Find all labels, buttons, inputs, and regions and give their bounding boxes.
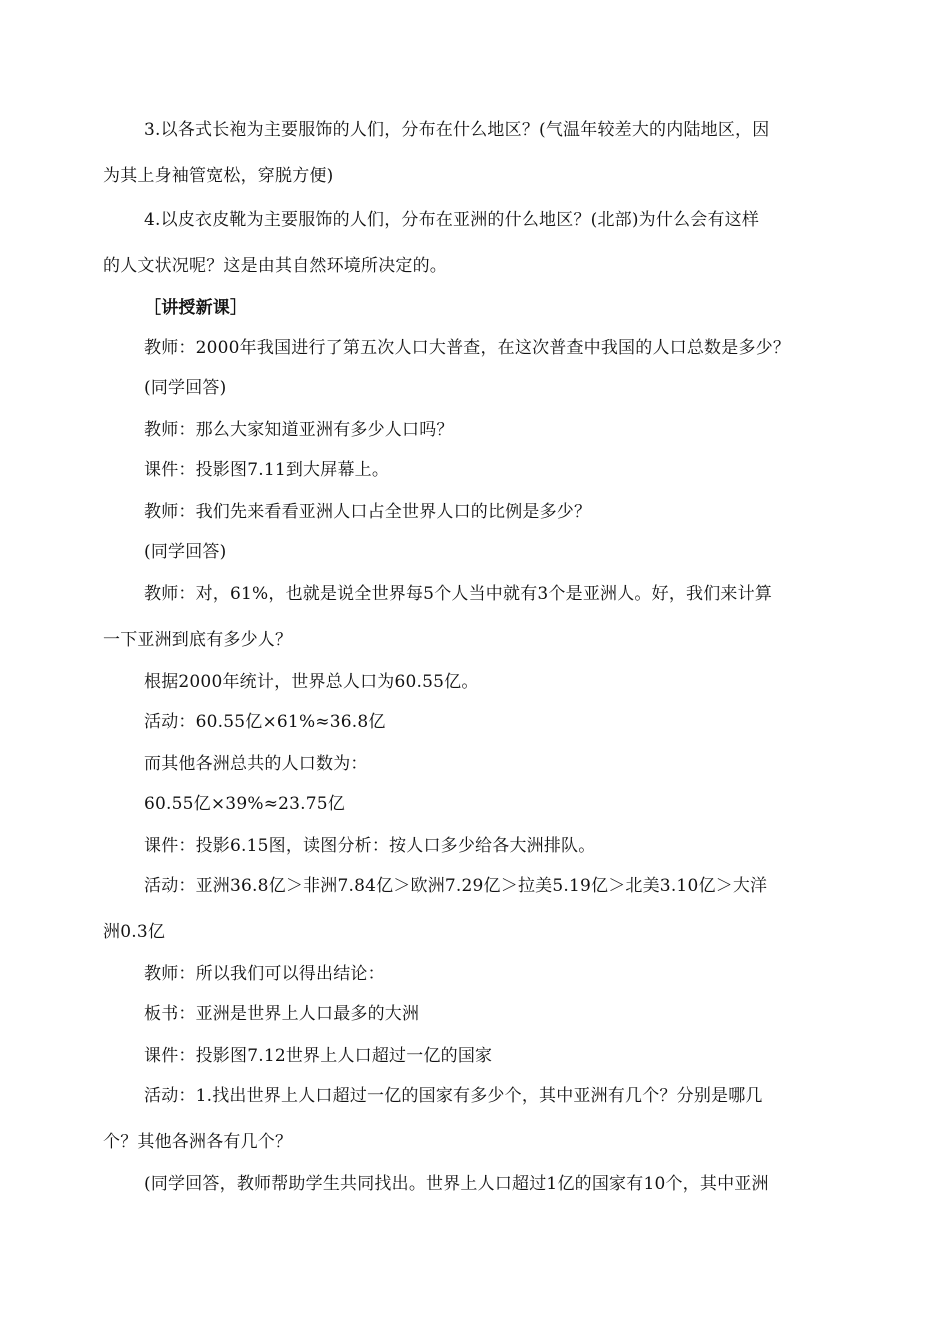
- paragraph-line: 活动：1.找出世界上人口超过一亿的国家有多少个，其中亚洲有几个？分别是哪几: [144, 1086, 763, 1106]
- paragraph-line: (同学回答，教师帮助学生共同找出。世界上人口超过1亿的国家有10个，其中亚洲: [144, 1174, 769, 1194]
- paragraph-line: 活动：60.55亿×61%≈36.8亿: [144, 712, 386, 732]
- paragraph-line: 板书：亚洲是世界上人口最多的大洲: [144, 1004, 420, 1024]
- paragraph-line: (同学回答): [144, 378, 227, 398]
- paragraph-line: 课件：投影6.15图，读图分析：按人口多少给各大洲排队。: [144, 836, 596, 856]
- paragraph-line: 活动：亚洲36.8亿＞非洲7.84亿＞欧洲7.29亿＞拉美5.19亿＞北美3.10亿＞大洋: [144, 876, 768, 896]
- paragraph-line: 洲0.3亿: [103, 922, 166, 942]
- paragraph-line: 60.55亿×39%≈23.75亿: [144, 794, 346, 814]
- paragraph-line: 教师：我们先来看看亚洲人口占全世界人口的比例是多少？: [144, 502, 592, 522]
- paragraph-line: 教师：对，61%，也就是说全世界每5个人当中就有3个是亚洲人。好，我们来计算: [144, 584, 773, 604]
- paragraph-line: 教师：2000年我国进行了第五次人口大普查，在这次普查中我国的人口总数是多少？: [144, 338, 791, 358]
- paragraph-line: 而其他各洲总共的人口数为：: [144, 754, 368, 774]
- paragraph-line: (同学回答): [144, 542, 227, 562]
- paragraph-line: 的人文状况呢？这是由其自然环境所决定的。: [103, 256, 447, 276]
- paragraph-line: 课件：投影图7.12世界上人口超过一亿的国家: [144, 1046, 493, 1066]
- paragraph-line: 根据2000年统计，世界总人口为60.55亿。: [144, 672, 479, 692]
- paragraph-line: 个？其他各洲各有几个？: [103, 1132, 293, 1152]
- section-heading: ［讲授新课］: [144, 298, 248, 318]
- paragraph-line: 一下亚洲到底有多少人？: [103, 630, 293, 650]
- paragraph-line: 4.以皮衣皮靴为主要服饰的人们，分布在亚洲的什么地区？(北部)为什么会有这样: [144, 210, 760, 230]
- paragraph-line: 课件：投影图7.11到大屏幕上。: [144, 460, 390, 480]
- paragraph-line: 3.以各式长袍为主要服饰的人们，分布在什么地区？(气温年较差大的内陆地区，因: [144, 120, 770, 140]
- paragraph-line: 教师：所以我们可以得出结论：: [144, 964, 385, 984]
- paragraph-line: 为其上身袖管宽松，穿脱方便): [103, 166, 334, 186]
- paragraph-line: 教师：那么大家知道亚洲有多少人口吗？: [144, 420, 454, 440]
